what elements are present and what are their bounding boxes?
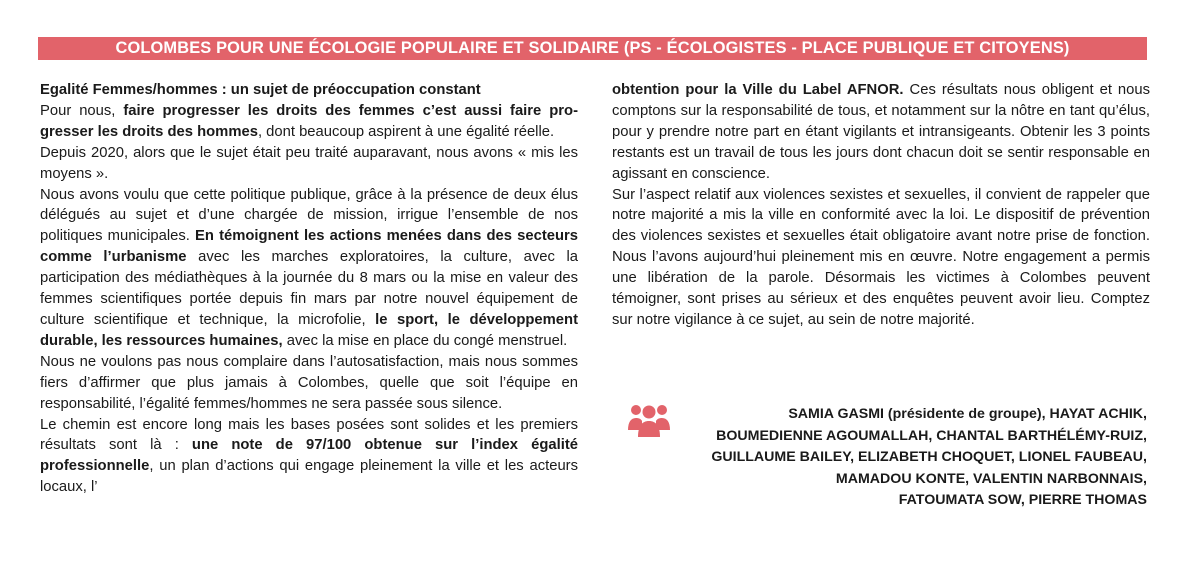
bold-run: une note de 97/100 obtenue sur l’index égalité professionnelle (40, 437, 578, 475)
text-run: , un plan d’actions qui engage pleinement la ville et les acteurs locaux, l’ (40, 458, 578, 496)
paragraph-6: Sur l’aspect relatif aux violences sexistes et sexuelles, il convient de rappeler que notre majorité a mis la ville en conformité avec la loi. Le dispositif de prévention des violences sexistes et sexuelles était obligatoire avant notre prise de fonction. Nous l’avons aujourd’hui pleinement mis en œuvre. Notre engagement a permis une libération de la parole. Désormais les victimes à Colombes peuvent témoigner, sont prises au sérieux et des enquêtes peuvent avoir lieu. Comptez sur notre vigilance à ce sujet, au sein de notre majorité. (612, 186, 1150, 328)
paragraph-5-part-2 (612, 80, 1150, 185)
text-run: Le chemin est encore long mais les bases posées sont solides et les premiers résultats sont là : (40, 416, 578, 454)
signature-line: FATOUMATA SOW, PIERRE THOMAS (898, 492, 1147, 509)
text-run: Nous avons voulu que cette politique publique, grâce à la présence de deux élus délégués au sujet et d’une chargée de mission, irrigue l’ensemble de nos politiques municipales. (40, 186, 578, 245)
text-run: , dont beaucoup aspirent à une égalité réelle. (257, 123, 555, 140)
signature-line: GUILLAUME BAILEY, ELIZABETH CHOQUET, LIONEL FAUBEAU, (711, 449, 1147, 466)
signature-line: SAMIA GASMI (présidente de groupe), HAYAT ACHIK, (788, 406, 1147, 422)
paragraph-5-part-1 (40, 415, 578, 499)
article-column-right (612, 80, 1150, 331)
bold-run: En témoignent les actions menées dans des secteurs comme l’urbanisme (40, 228, 578, 266)
article-title: Egalité Femmes/hommes : un sujet de préoccupation constant (40, 82, 481, 98)
bold-run: faire progresser les droits des femmes c’est aussi faire progresser les droits des hommes (40, 102, 578, 140)
bold-run: le sport, le développement durable, les ressources humaines, (40, 311, 579, 349)
signature-line: BOUMEDIENNE AGOUMALLAH, CHANTAL BARTHÉLÉMY-RUIZ, (716, 427, 1147, 444)
paragraph-1 (40, 101, 578, 143)
signature-block (677, 404, 1147, 512)
text-run: Ces résultats nous obligent et nous comptons sur la responsabilité de tous, et notamment sur la nôtre en tant qu’élus, pour y prendre notre part en étant vigilants et intransigeants. Obtenir les 3 points restants est un travail de tous les jours dont chacun doit se sentir responsable en agissant en conscience. (612, 82, 1151, 182)
group-banner: COLOMBES POUR UNE ÉCOLOGIE POPULAIRE ET SOLIDAIRE (PS - ÉCOLOGISTES - PLACE PUBLIQUE ET CITOYENS) (38, 37, 1147, 60)
text-run: avec les marches exploratoires, la culture, avec la participation des médiathèques à la journée du 8 mars ou la mise en valeur des femmes scientifiques portée depuis fin mars par notre nouvel équipement de culture scientifique et technique, la microfolie, (40, 249, 578, 328)
paragraph-4: Nous ne voulons pas nous complaire dans l’autosatisfaction, mais nous sommes fiers d’affirmer que plus jamais à Colombes, quelle que soit l’équipe en responsabilité, l’égalité femmes/hommes ne sera passée sous silence. (40, 353, 578, 412)
bold-run: obtention pour la Ville du Label AFNOR. (612, 82, 904, 98)
signature-line: MAMADOU KONTE, VALENTIN NARBONNAIS, (835, 470, 1147, 487)
paragraph-3 (40, 185, 578, 352)
text-run: Pour nous, (40, 102, 124, 119)
paragraph-2: Depuis 2020, alors que le sujet était peu traité auparavant, nous avons « mis les moyens ». (40, 144, 578, 182)
article-column-left (40, 80, 578, 498)
text-run: avec la mise en place du congé menstruel. (282, 332, 568, 349)
group-icon (627, 400, 671, 438)
